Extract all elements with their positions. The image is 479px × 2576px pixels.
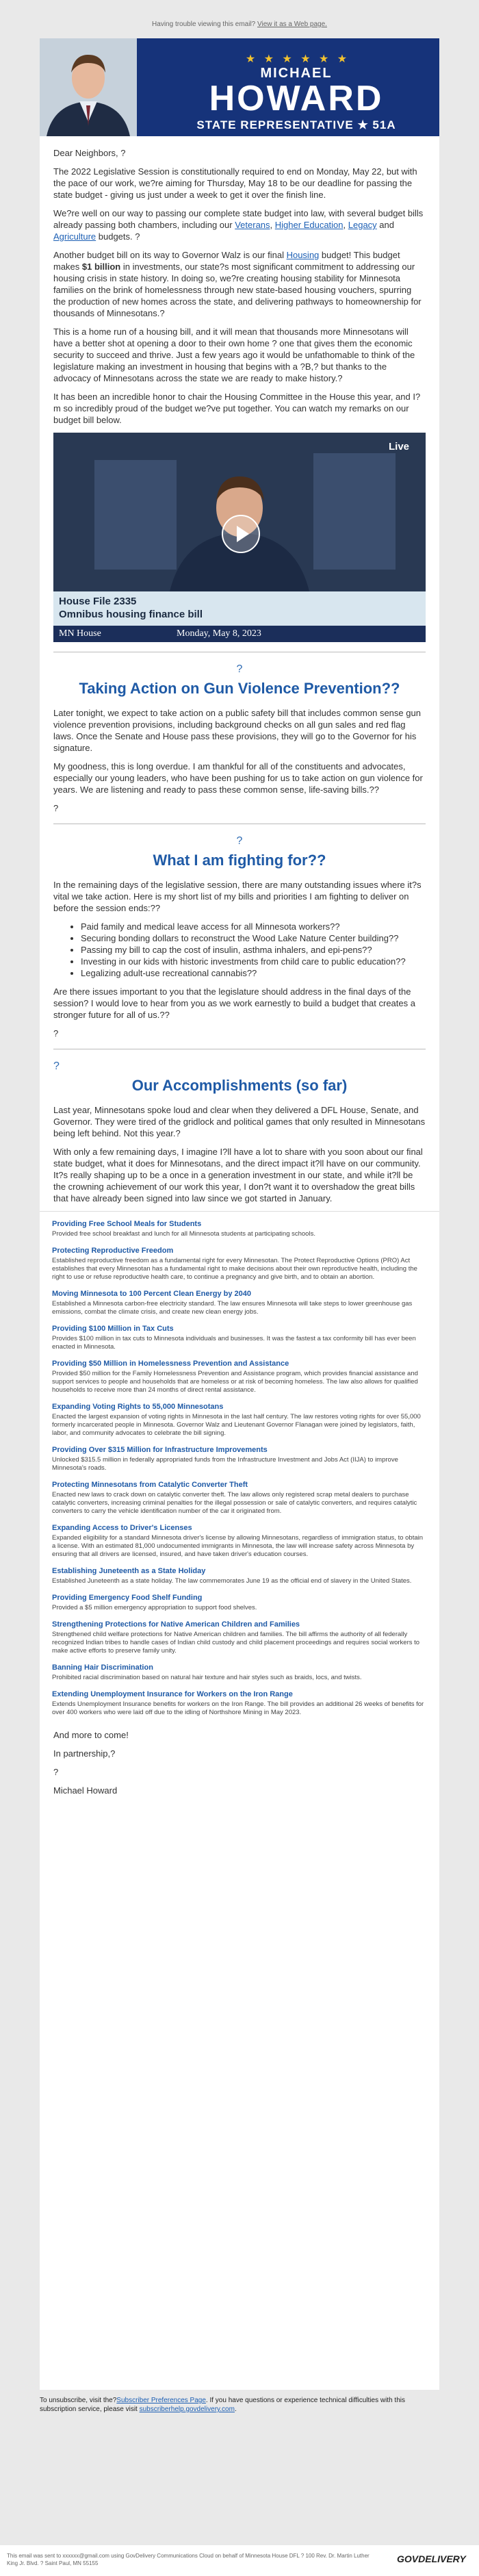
section-marker: ? [236,835,243,847]
list-item: • Passing my bill to cap the cost of insulin, asthma inhalers, and epi-pens?? [81,944,426,956]
acc-item-desc: Established a Minnesota carbon-free electricity standard. The law ensures Minnesota will take steps to lower greenhouse gas emissions, combat the climate crisis, and create new clean energy jobs. [52,1300,413,1316]
subscriber-help-link[interactable]: subscriberhelp.govdelivery.com [139,2406,235,2413]
section-marker: ? [236,663,243,675]
housing-link[interactable]: Housing [286,250,320,260]
acc-item-title: Providing Over $315 Million for Infrastructure Improvements [52,1446,268,1454]
intro-p2 [53,207,426,242]
greeting: Dear Neighbors, ? [53,148,126,158]
list-item [52,1567,427,1585]
list-item [52,1403,427,1438]
list-item [52,1620,427,1655]
agriculture-link[interactable]: Agriculture [53,231,96,242]
acc-item-desc: Provided free school breakfast and lunch for all Minnesota students at participating schools. [52,1230,315,1238]
signature-name: Michael Howard [53,1785,118,1796]
gun-title: Taking Action on Gun Violence Prevention?? [79,680,400,697]
fight-p2: Are there issues important to you that the legislature should address in the final days of the session? I would love to hear from you as we work earnestly to build a budget that creates a stronger future for all of us.?? [53,986,415,1020]
acc-item-desc: Prohibited racial discrimination based on natural hair texture and hair styles such as braids, locs, and twists. [52,1674,362,1681]
footer-c: . [234,2406,237,2413]
headshot-photo [40,38,137,136]
fight-p1: In the remaining days of the legislative session, there are many outstanding issues where it?s vital we take action. Here is my short list of my bills and priorities I am fighting to deliver on before the session ends:?? [53,880,422,913]
list-item [52,1594,427,1612]
acc-title: Our Accomplishments (so far) [131,1077,348,1094]
billion-amount: $1 billion [81,262,121,272]
list-item: • Paid family and medical leave access for all Minnesota workers?? [81,921,426,932]
acc-item-title: Providing $50 Million in Homelessness Prevention and Assistance [52,1360,289,1368]
acc-item-desc: Unlocked $315.5 million in federally appropriated funds from the Infrastructure Investment and Jobs Act (IIJA) to improve Minnesota's roads. [52,1456,398,1472]
acc-item-title: Establishing Juneteenth as a State Holiday [52,1567,206,1575]
intro-p5: It has been an incredible honor to chair the Housing Committee in the House this year, and I?m so incredibly proud of the budget we?ve put together. You can watch my remarks on our budget bill below. [53,392,421,425]
lower-third [53,591,426,626]
sent-to-text: This email was sent to xxxxxx@gmail.com using GovDelivery Communications Cloud on behalf of Minnesota House DFL ? 100 Rev. Dr. Martin Luther King Jr. Blvd. ? Saint Paul, MN 55155 [7,2553,370,2566]
footer-a: To unsubscribe, visit the? [40,2397,117,2404]
stars-decoration: ★ ★ ★ ★ ★ ★ [245,53,350,65]
acc-item-desc: Enacted new laws to crack down on catalytic converter theft. The law allows only registered scrap metal dealers to purchase catalytic converters, increasing criminal penalties for the illegal possession or sale of catalytic converters, and requires catalytic converters to carry the vehicle identification number of the car it originated from. [52,1491,417,1515]
video-bill-desc: Omnibus housing finance bill [59,609,203,620]
closing-more: And more to come! [53,1730,129,1740]
govdelivery-logo: GOVDELIVERY [397,2553,466,2564]
sep: , [270,220,275,230]
subscriber-preferences-link[interactable]: Subscriber Preferences Page [116,2397,206,2404]
acc-item-title: Providing $100 Million in Tax Cuts [52,1325,174,1333]
preheader-text: Having trouble viewing this email? [152,21,256,28]
and: and [376,220,394,230]
acc-item-desc: Provides $100 million in tax cuts to Minnesota individuals and businesses. It was the fastest a tax conformity bill has ever been enacted in Minnesota. [52,1335,416,1351]
gun-p2: My goodness, this is long overdue. I am thankful for all of the constituents and advocates, especially our young leaders, who have been pushing for us to take action on gun violence for years. We are listening and ready to pass these common sense, life-saving bills.?? [53,761,423,795]
video-thumbnail[interactable] [53,433,426,642]
list-item: • Securing bonding dollars to reconstruct the Wood Lake Nature Center building?? [81,932,426,944]
acc-item-title: Protecting Reproductive Freedom [52,1247,174,1255]
list-item [52,1360,427,1394]
intro-p4: This is a home run of a housing bill, and it will mean that thousands more Minnesotans will have a better shot at opening a door to their own home ? one that gives them the economic security to succeed and thrive. Just a few years ago it would be unfathomable to think of the legislature making an investment in housing that begins with a ?B,? but thanks to the advocacy of Minnesotans across the state we are ready to make history.? [53,327,415,383]
email-card [40,38,439,2390]
video-date: Monday, May 8, 2023 [177,628,261,639]
list-item [52,1663,427,1682]
acc-p1: Last year, Minnesotans spoke loud and clear when they delivered a DFL House, Senate, and Governor. They were tired of the gridlock and political games that only resulted in Minnesotans being left behind. Not this year.? [53,1105,426,1138]
play-icon[interactable] [222,515,260,553]
intro-p3-b: budget! This budget makes [53,250,400,272]
acc-item-title: Protecting Minnesotans from Catalytic Converter Theft [52,1481,248,1489]
acc-item-title: Strengthening Protections for Native American Children and Families [52,1620,300,1629]
closing-partnership: In partnership,? [53,1748,116,1759]
higher-education-link[interactable]: Higher Education [274,220,344,230]
acc-item-desc: Extends Unemployment Insurance benefits for workers on the Iron Range. The bill provides an additional 26 weeks of benefits for over 400 workers who were laid off due to the idling of Northshore Mining in May 2023. [52,1700,424,1716]
intro-p3 [53,249,426,319]
list-item [52,1446,427,1472]
live-badge: Live [388,441,409,452]
intro-p1: The 2022 Legislative Session is constitutionally required to end on Monday, May 22, but with the pace of our work, we?re aiming for Thursday, May 18 to be our deadline for passing the state budget - giving us just under a week to get it over the finish line. [53,166,417,200]
fight-title: What I am fighting for?? [153,852,326,869]
acc-item-title: Moving Minnesota to 100 Percent Clean Energy by 2040 [52,1290,251,1298]
footer-b: . If you have questions or experience technical difficulties with this subscription service, please visit [40,2397,405,2413]
gun-q2: ? [53,803,59,813]
section-marker: ? [53,1060,60,1072]
list-item [52,1220,427,1238]
list-item: • Investing in our kids with historic investments from child care to public education?? [81,956,426,967]
accomplishments-list [40,1211,439,1717]
acc-item-title: Banning Hair Discrimination [52,1663,153,1672]
acc-item-desc: Provided a $5 million emergency appropriation to support food shelves. [52,1604,257,1611]
list-item [52,1481,427,1516]
banner-subtitle: STATE REPRESENTATIVE ★ 51A [196,118,396,131]
bottom-bar [0,2545,479,2576]
acc-item-desc: Enacted the largest expansion of voting rights in Minnesota in the last half century. The law restores voting rights for over 55,000 formerly incarcerated people in Minnesota. Governor Walz and Lieutenant Governor Flanagan were joined by legislators, faith, labor, and community advocates to celebrate the bill signing. [52,1413,421,1437]
acc-item-title: Expanding Voting Rights to 55,000 Minnesotans [52,1403,224,1411]
list-item [52,1325,427,1351]
list-item [52,1247,427,1281]
fight-q2: ? [53,1028,59,1038]
acc-item-desc: Established reproductive freedom as a fundamental right for every Minnesotan. The Protect Reproductive Options (PRO) Act establishes that every Minnesotan has a fundamental right to make decisions about their own reproductive health, including the right to use or refuse reproductive health care, to continue a pregnancy and give birth, and to obtain an abortion. [52,1257,417,1281]
list-item [52,1690,427,1717]
intro-p2-a: We?re well on our way to passing our complete state budget into law, with several budget bills already passing both chambers, including our [53,208,424,230]
acc-item-title: Providing Emergency Food Shelf Funding [52,1594,203,1602]
view-web-link[interactable]: View it as a Web page. [257,21,327,28]
intro-p3-c: in investments, our state?s most significant commitment to addressing our housing crisis in state history. In doing so, we?re creating housing stability for Minnesota families on the brink of homelessness through new state-based housing vouchers, spurring the production of new homes across the state, and delivering pathways to homeownership for thousands of Minnesotans.? [53,262,422,318]
veterans-link[interactable]: Veterans [235,220,270,230]
acc-item-desc: Provided $50 million for the Family Homelessness Prevention and Assistance program, which provides financial assistance and support services to people and households that are homeless or at risk of becoming homeless. The law also allows for qualified households to receive more than 24 months of direct rental assistance. [52,1370,418,1394]
acc-item-desc: Strengthened child welfare protections for Native American children and families. The bill affirms the authority of all federally recognized Indian tribes to handle cases of Indian child custody and child placement proceedings and requires social workers to make active efforts to preserve family unity. [52,1631,420,1655]
list-item [52,1290,427,1316]
preheader [0,0,479,33]
header-banner [40,38,439,136]
intro-p3-a: Another budget bill on its way to Governor Walz is our final [53,250,287,260]
banner-first-name: MICHAEL [260,66,333,81]
acc-item-title: Expanding Access to Driver's Licenses [52,1524,192,1532]
acc-p2: With only a few remaining days, I imagine I?ll have a lot to share with you soon about our final state budget, what it does for Minnesotans, and the direct impact it?ll have on our community. It?s really shaping up to be a once in a generation investment in our state, and while it?ll be the crowning achievement of our work this year, I don?t want it to overshadow the great bills that have already been signed into law since we got started in January. [53,1147,423,1203]
acc-item-desc: Expanded eligibility for a standard Minnesota driver's license by allowing Minnesotans, regardless of immigration status, to obtain a license. With an estimated 81,000 undocumented immigrants in Minnesota, the law will increase safety across Minnesota by ensuring that all drivers are licensed, insured, and have taken driver's education courses. [52,1534,424,1558]
acc-item-title: Extending Unemployment Insurance for Workers on the Iron Range [52,1690,293,1698]
lower-third-bar [53,626,426,642]
gun-p1: Later tonight, we expect to take action on a public safety bill that includes common sense gun violence prevention provisions, including background checks on all gun sales and red flag laws. Once the Senate and House pass these provisions, they will go to the Governor for his signature. [53,708,421,753]
intro-p2-b: budgets. ? [96,231,140,242]
banner-last-name: HOWARD [209,79,384,118]
video-bill: House File 2335 [59,596,137,607]
list-item [52,1524,427,1559]
sep: , [343,220,348,230]
acc-item-title: Providing Free School Meals for Students [52,1220,202,1228]
list-item: • Legalizing adult-use recreational cannabis?? [81,967,426,979]
legacy-link[interactable]: Legacy [348,220,377,230]
video-source: MN House [59,628,101,639]
acc-item-desc: Established Juneteenth as a state holiday. The law commemorates June 19 as the official end of slavery in the United States. [52,1577,412,1585]
closing-q: ? [53,1767,59,1777]
priority-list [53,921,426,979]
unsubscribe-footer [40,2396,439,2414]
